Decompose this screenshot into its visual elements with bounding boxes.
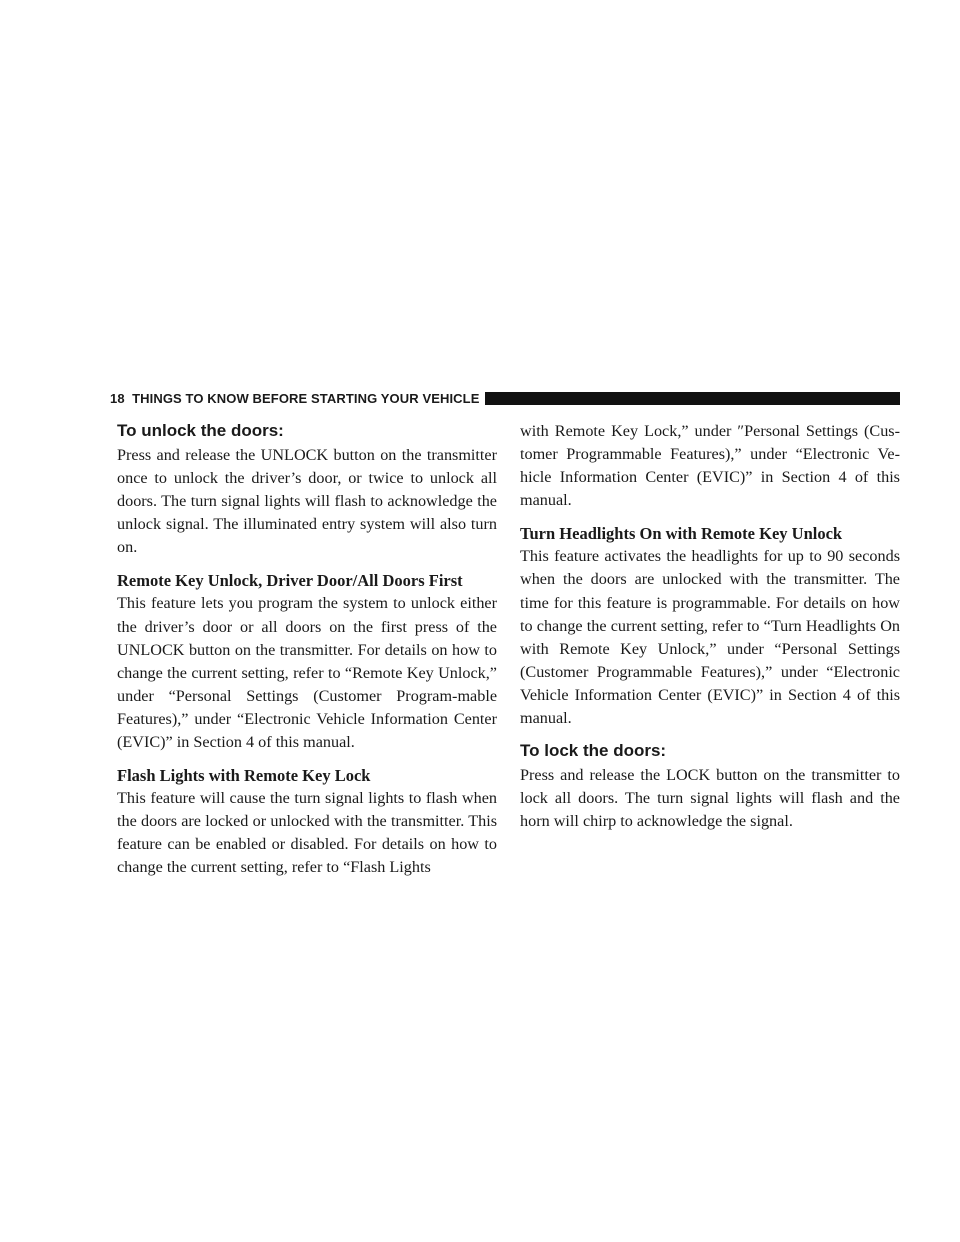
header-rule [485,392,900,405]
section-title: THINGS TO KNOW BEFORE STARTING YOUR VEHICLE [132,390,480,406]
flash-lights-text-continued: with Remote Key Lock,” under ″Personal Settings (Cus-tomer Programmable Features),” under “Electronic Ve-hicle Information Center (EVIC)” in Section 4 of this manual. [520,422,900,510]
lock-doors-heading: To lock the doors: [520,741,667,761]
headlights-on-heading: Turn Headlights On with Remote Key Unlock [520,524,843,544]
flash-lights-heading: Flash Lights with Remote Key Lock [117,766,371,786]
remote-key-unlock-heading: Remote Key Unlock, Driver Door/All Doors First [117,571,463,591]
remote-key-unlock-text: This feature lets you program the system to unlock either the driver’s door or all doors on the first press of the UNLOCK button on the transmitter. For details on how to change the current setting, refer to “Remote Key Unlock,” under “Personal Settings (Customer Program-mable Features),” under “Electronic Vehicle Information Center (EVIC)” in Section 4 of this manual. [117,594,497,752]
unlock-doors-heading: To unlock the doors: [117,421,284,440]
lock-doors-text: Press and release the LOCK button on the transmitter to lock all doors. The turn signal lights will flash and the horn will chirp to acknowledge the signal. [520,766,900,831]
spacer [125,391,132,406]
page-number: 18 [110,390,125,406]
right-column [520,420,900,833]
headlights-on-text: This feature activates the headlights for up to 90 seconds when the doors are unlocked with the transmitter. The time for this feature is programmable. For details on how to change the current setting, refer to “Turn Headlights On with Remote Key Unlock,” under “Personal Settings (Customer Programmable Features),” under “Electronic Vehicle Information Center (EVIC)” in Section 4 of this manual. [520,547,900,728]
unlock-doors-text: Press and release the UNLOCK button on the transmitter once to unlock the driver’s door, or twice to unlock all doors. The turn signal lights will flash to acknowledge the unlock signal. The illuminated entry system will also turn on. [117,446,497,557]
flash-lights-text: This feature will cause the turn signal lights to flash when the doors are locked or unlocked with the transmitter. This feature can be enabled or disabled. For details on how to change the current setting, refer to “Flash Lights [117,789,497,877]
page-header [110,391,900,405]
left-column [117,420,497,880]
